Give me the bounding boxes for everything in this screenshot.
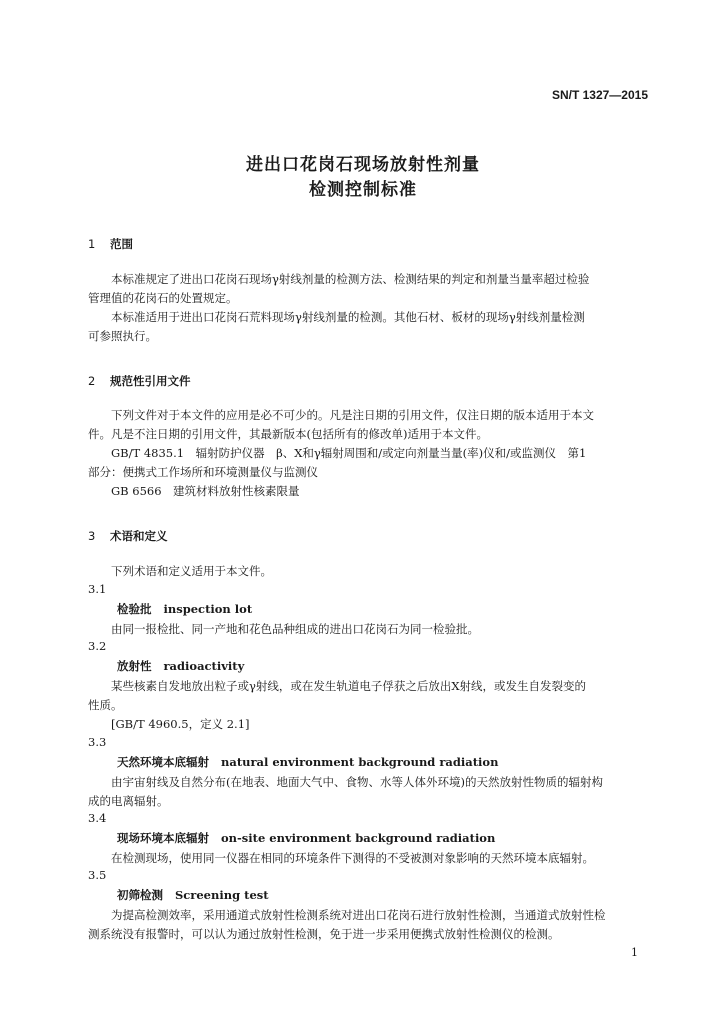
section-1-heading xyxy=(88,236,133,252)
term-number: 3.4 xyxy=(88,811,107,825)
term-english: radioactivity xyxy=(163,659,245,673)
term-english: natural environment background radiation xyxy=(221,755,499,769)
term-heading xyxy=(117,601,252,617)
definition-continuation: 成的电离辐射。 xyxy=(88,794,169,808)
term-chinese: 检验批 xyxy=(117,602,152,616)
text-line: 本标准适用于进出口花岗石荒料现场γ射线剂量的检测。其他石材、板材的现场γ射线剂量检测 xyxy=(111,310,585,324)
definition-continuation: 测系统没有报警时，可以认为通过放射性检测，免于进一步采用便携式放射性检测仪的检测。 xyxy=(88,927,560,941)
text-line: 本标准规定了进出口花岗石现场γ射线剂量的检测方法、检测结果的判定和剂量当量率超过检验 xyxy=(111,272,590,286)
definition-line: 某些核素自发地放出粒子或γ射线，或在发生轨道电子俘获之后放出X射线，或发生自发裂变的 xyxy=(111,679,587,693)
term-chinese: 天然环境本底辐射 xyxy=(117,755,209,769)
definition-line: 由同一报检批、同一产地和花色品种组成的进出口花岗石为同一检验批。 xyxy=(111,622,479,636)
paragraph xyxy=(88,406,650,425)
term-heading xyxy=(117,830,495,846)
section-3-intro xyxy=(88,562,650,581)
term-definition xyxy=(88,677,650,734)
term-heading xyxy=(117,658,244,674)
term-definition xyxy=(88,849,650,868)
definition-line: 为提高检测效率，采用通道式放射性检测系统对进出口花岗石进行放射性检测，当通道式放射性检 xyxy=(111,908,606,922)
paragraph xyxy=(88,270,650,289)
term-english: on-site environment background radiation xyxy=(221,831,496,845)
normative-reference: GB/T 4835.1 辐射防护仪器 β、X和γ辐射周围和/或定向剂量当量(率)仪和/或监测仪 第1 xyxy=(111,446,587,460)
term-definition xyxy=(88,773,650,811)
term-chinese: 放射性 xyxy=(117,659,152,673)
paragraph: 下列术语和定义适用于本文件。 xyxy=(111,564,272,578)
document-title-line1: 进出口花岗石现场放射性剂量 xyxy=(246,155,480,175)
section-number: 1 xyxy=(88,237,96,251)
section-2-body xyxy=(88,406,650,501)
definition-continuation: 性质。 xyxy=(88,698,123,712)
term-number: 3.5 xyxy=(88,868,107,882)
text-line: 下列文件对于本文件的应用是必不可少的。凡是注日期的引用文件，仅注日期的版本适用于本文 xyxy=(111,408,594,422)
term-number: 3.3 xyxy=(88,735,107,749)
term-heading xyxy=(117,887,269,903)
section-title: 术语和定义 xyxy=(110,529,168,543)
term-chinese: 初筛检测 xyxy=(117,888,163,902)
paragraph-continuation: 可参照执行。 xyxy=(88,329,157,343)
term-number: 3.2 xyxy=(88,639,107,653)
term-definition xyxy=(88,620,650,639)
normative-reference: GB 6566 建筑材料放射性核素限量 xyxy=(111,484,300,498)
page-number: 1 xyxy=(631,946,638,959)
definition-line: 由宇宙射线及自然分布(在地表、地面大气中、食物、水等人体外环境)的天然放射性物质的辐射构 xyxy=(111,775,603,789)
section-2-heading xyxy=(88,373,191,389)
section-title: 范围 xyxy=(110,237,133,251)
section-number: 3 xyxy=(88,529,96,543)
term-chinese: 现场环境本底辐射 xyxy=(117,831,209,845)
term-definition xyxy=(88,906,650,944)
normative-reference-continuation: 部分：便携式工作场所和环境测量仪与监测仪 xyxy=(88,465,318,479)
term-number: 3.1 xyxy=(88,582,107,596)
definition-line: 在检测现场，使用同一仪器在相同的环境条件下测得的不受被测对象影响的天然环境本底辐射。 xyxy=(111,851,594,865)
paragraph xyxy=(88,308,650,327)
term-english: Screening test xyxy=(175,888,269,902)
section-1-body xyxy=(88,270,650,346)
term-source: [GB/T 4960.5，定义 2.1] xyxy=(111,717,250,731)
section-number: 2 xyxy=(88,374,96,388)
paragraph-continuation: 管理值的花岗石的处置规定。 xyxy=(88,291,238,305)
term-english: inspection lot xyxy=(163,602,253,616)
term-heading xyxy=(117,754,498,770)
section-3-heading xyxy=(88,528,168,544)
paragraph-continuation: 件。凡是不注日期的引用文件，其最新版本(包括所有的修改单)适用于本文件。 xyxy=(88,427,488,441)
section-title: 规范性引用文件 xyxy=(110,374,191,388)
document-title-line2: 检测控制标准 xyxy=(309,180,417,200)
standard-code: SN/T 1327—2015 xyxy=(551,88,648,102)
